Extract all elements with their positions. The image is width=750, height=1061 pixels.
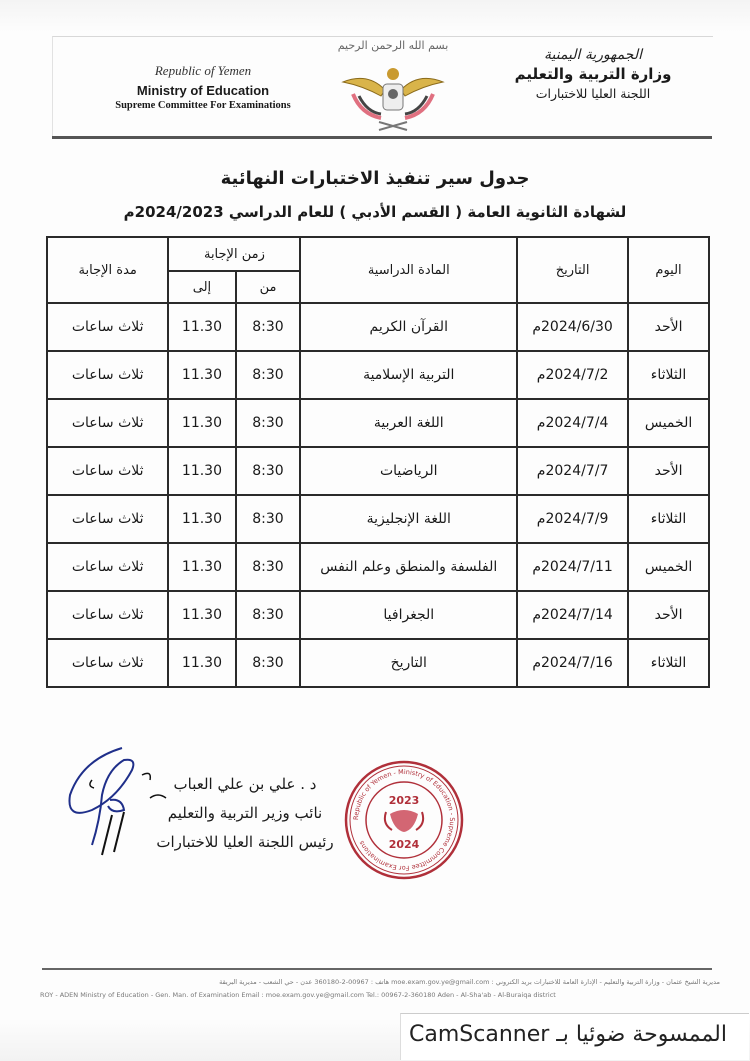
header-answer-time: زمن الإجابة — [168, 237, 300, 271]
cell-subject: اللغة الإنجليزية — [300, 495, 517, 543]
letterhead-divider — [52, 136, 712, 139]
cell-day: الأحد — [628, 447, 709, 495]
footer-english-contact: ROY - ADEN Ministry of Education - Gen. Man. of Examination Email : moe.exam.gov.ye@gmail.com Tel.: 00967-2-360180 Aden - Al-Sha'ab - Al-Buraiqa district — [40, 991, 556, 999]
cell-from: 8:30 — [236, 591, 301, 639]
committee-ar: اللجنة العليا للاختبارات — [535, 86, 651, 101]
seal-ring-text: Republic of Yemen - Ministry of Education - Supreme Committee For Examinations — [351, 767, 457, 873]
cell-to: 11.30 — [168, 591, 235, 639]
cell-date: 2024/7/7م — [517, 447, 628, 495]
letterhead — [52, 36, 713, 137]
cell-subject: التربية الإسلامية — [300, 351, 517, 399]
document-title: جدول سير تنفيذ الاختبارات النهائية — [220, 168, 530, 189]
cell-day: الثلاثاء — [628, 495, 709, 543]
cell-subject: الجغرافيا — [300, 591, 517, 639]
seal-year-top: 2023 — [388, 794, 420, 807]
header-subject: المادة الدراسية — [300, 237, 517, 303]
cell-duration: ثلاث ساعات — [47, 351, 168, 399]
cell-day: الثلاثاء — [628, 351, 709, 399]
cell-day: الثلاثاء — [628, 639, 709, 687]
header-day: اليوم — [628, 237, 709, 303]
cell-date: 2024/7/4م — [517, 399, 628, 447]
cell-from: 8:30 — [236, 543, 301, 591]
cell-from: 8:30 — [236, 639, 301, 687]
cell-day: الخميس — [628, 399, 709, 447]
eagle-emblem-icon — [323, 52, 463, 132]
republic-ar: الجمهورية اليمنية — [543, 47, 642, 63]
signatory-name: د . علي بن علي العباب — [173, 775, 317, 793]
signatory-title-1: نائب وزير التربية والتعليم — [167, 804, 323, 822]
cell-date: 2024/7/9م — [517, 495, 628, 543]
cell-duration: ثلاث ساعات — [47, 399, 168, 447]
exam-schedule-table — [46, 236, 710, 688]
schedule-body — [47, 303, 709, 687]
cell-to: 11.30 — [168, 351, 235, 399]
official-seal-stamp — [342, 758, 466, 882]
cell-subject: التاريخ — [300, 639, 517, 687]
cell-subject: اللغة العربية — [300, 399, 517, 447]
committee-en: Supreme Committee For Examinations — [115, 100, 291, 111]
cell-to: 11.30 — [168, 495, 235, 543]
signatory-title-2: رئيس اللجنة العليا للاختبارات — [156, 833, 334, 851]
cell-subject: الرياضيات — [300, 447, 517, 495]
header-duration: مدة الإجابة — [47, 237, 168, 303]
header-from: من — [236, 271, 301, 303]
footer-divider — [42, 968, 712, 970]
cell-from: 8:30 — [236, 495, 301, 543]
table-row — [47, 399, 709, 447]
letterhead-arabic — [493, 47, 693, 101]
cell-day: الأحد — [628, 591, 709, 639]
ministry-en: Ministry of Education — [136, 83, 270, 98]
cell-date: 2024/7/16م — [517, 639, 628, 687]
scanner-watermark-box — [400, 1013, 749, 1060]
table-row — [47, 543, 709, 591]
cell-duration: ثلاث ساعات — [47, 591, 168, 639]
cell-to: 11.30 — [168, 543, 235, 591]
cell-day: الخميس — [628, 543, 709, 591]
cell-duration: ثلاث ساعات — [47, 447, 168, 495]
header-to: إلى — [168, 271, 235, 303]
cell-from: 8:30 — [236, 303, 301, 351]
cell-date: 2024/6/30م — [517, 303, 628, 351]
header-date: التاريخ — [517, 237, 628, 303]
table-row — [47, 447, 709, 495]
table-row — [47, 303, 709, 351]
cell-duration: ثلاث ساعات — [47, 495, 168, 543]
signature-block — [145, 770, 345, 857]
cell-to: 11.30 — [168, 639, 235, 687]
republic-en: Republic of Yemen — [154, 63, 252, 78]
footer-arabic-contact: مديرية الشيخ عثمان - وزارة التربية والتعليم - الإدارة العامة للاختبارات بريد الكتروني : moe.exam.gov.ye@gmail.com هاتف : 00967-2-360180 عدن - حي الشعب - مديرية البريقة — [219, 978, 720, 986]
cell-to: 11.30 — [168, 399, 235, 447]
cell-from: 8:30 — [236, 447, 301, 495]
cell-subject: القرآن الكريم — [300, 303, 517, 351]
scanner-watermark: الممسوحة ضوئيا بـ CamScanner — [409, 1022, 727, 1047]
cell-duration: ثلاث ساعات — [47, 543, 168, 591]
cell-from: 8:30 — [236, 351, 301, 399]
cell-from: 8:30 — [236, 399, 301, 447]
cell-date: 2024/7/2م — [517, 351, 628, 399]
basmala: بسم الله الرحمن الرحيم — [337, 39, 449, 52]
cell-date: 2024/7/14م — [517, 591, 628, 639]
table-row — [47, 591, 709, 639]
table-row — [47, 351, 709, 399]
cell-to: 11.30 — [168, 303, 235, 351]
table-row — [47, 495, 709, 543]
cell-duration: ثلاث ساعات — [47, 303, 168, 351]
cell-subject: الفلسفة والمنطق وعلم النفس — [300, 543, 517, 591]
cell-duration: ثلاث ساعات — [47, 639, 168, 687]
cell-to: 11.30 — [168, 447, 235, 495]
table-row — [47, 639, 709, 687]
cell-date: 2024/7/11م — [517, 543, 628, 591]
yemen-emblem — [323, 39, 463, 135]
ministry-ar: وزارة التربية والتعليم — [514, 65, 672, 83]
cell-day: الأحد — [628, 303, 709, 351]
letterhead-english — [93, 63, 313, 111]
document-subtitle: لشهادة الثانوية العامة ( القسم الأدبي ) للعام الدراسي 2024/2023م — [123, 203, 627, 221]
seal-year-bottom: 2024 — [388, 838, 420, 851]
